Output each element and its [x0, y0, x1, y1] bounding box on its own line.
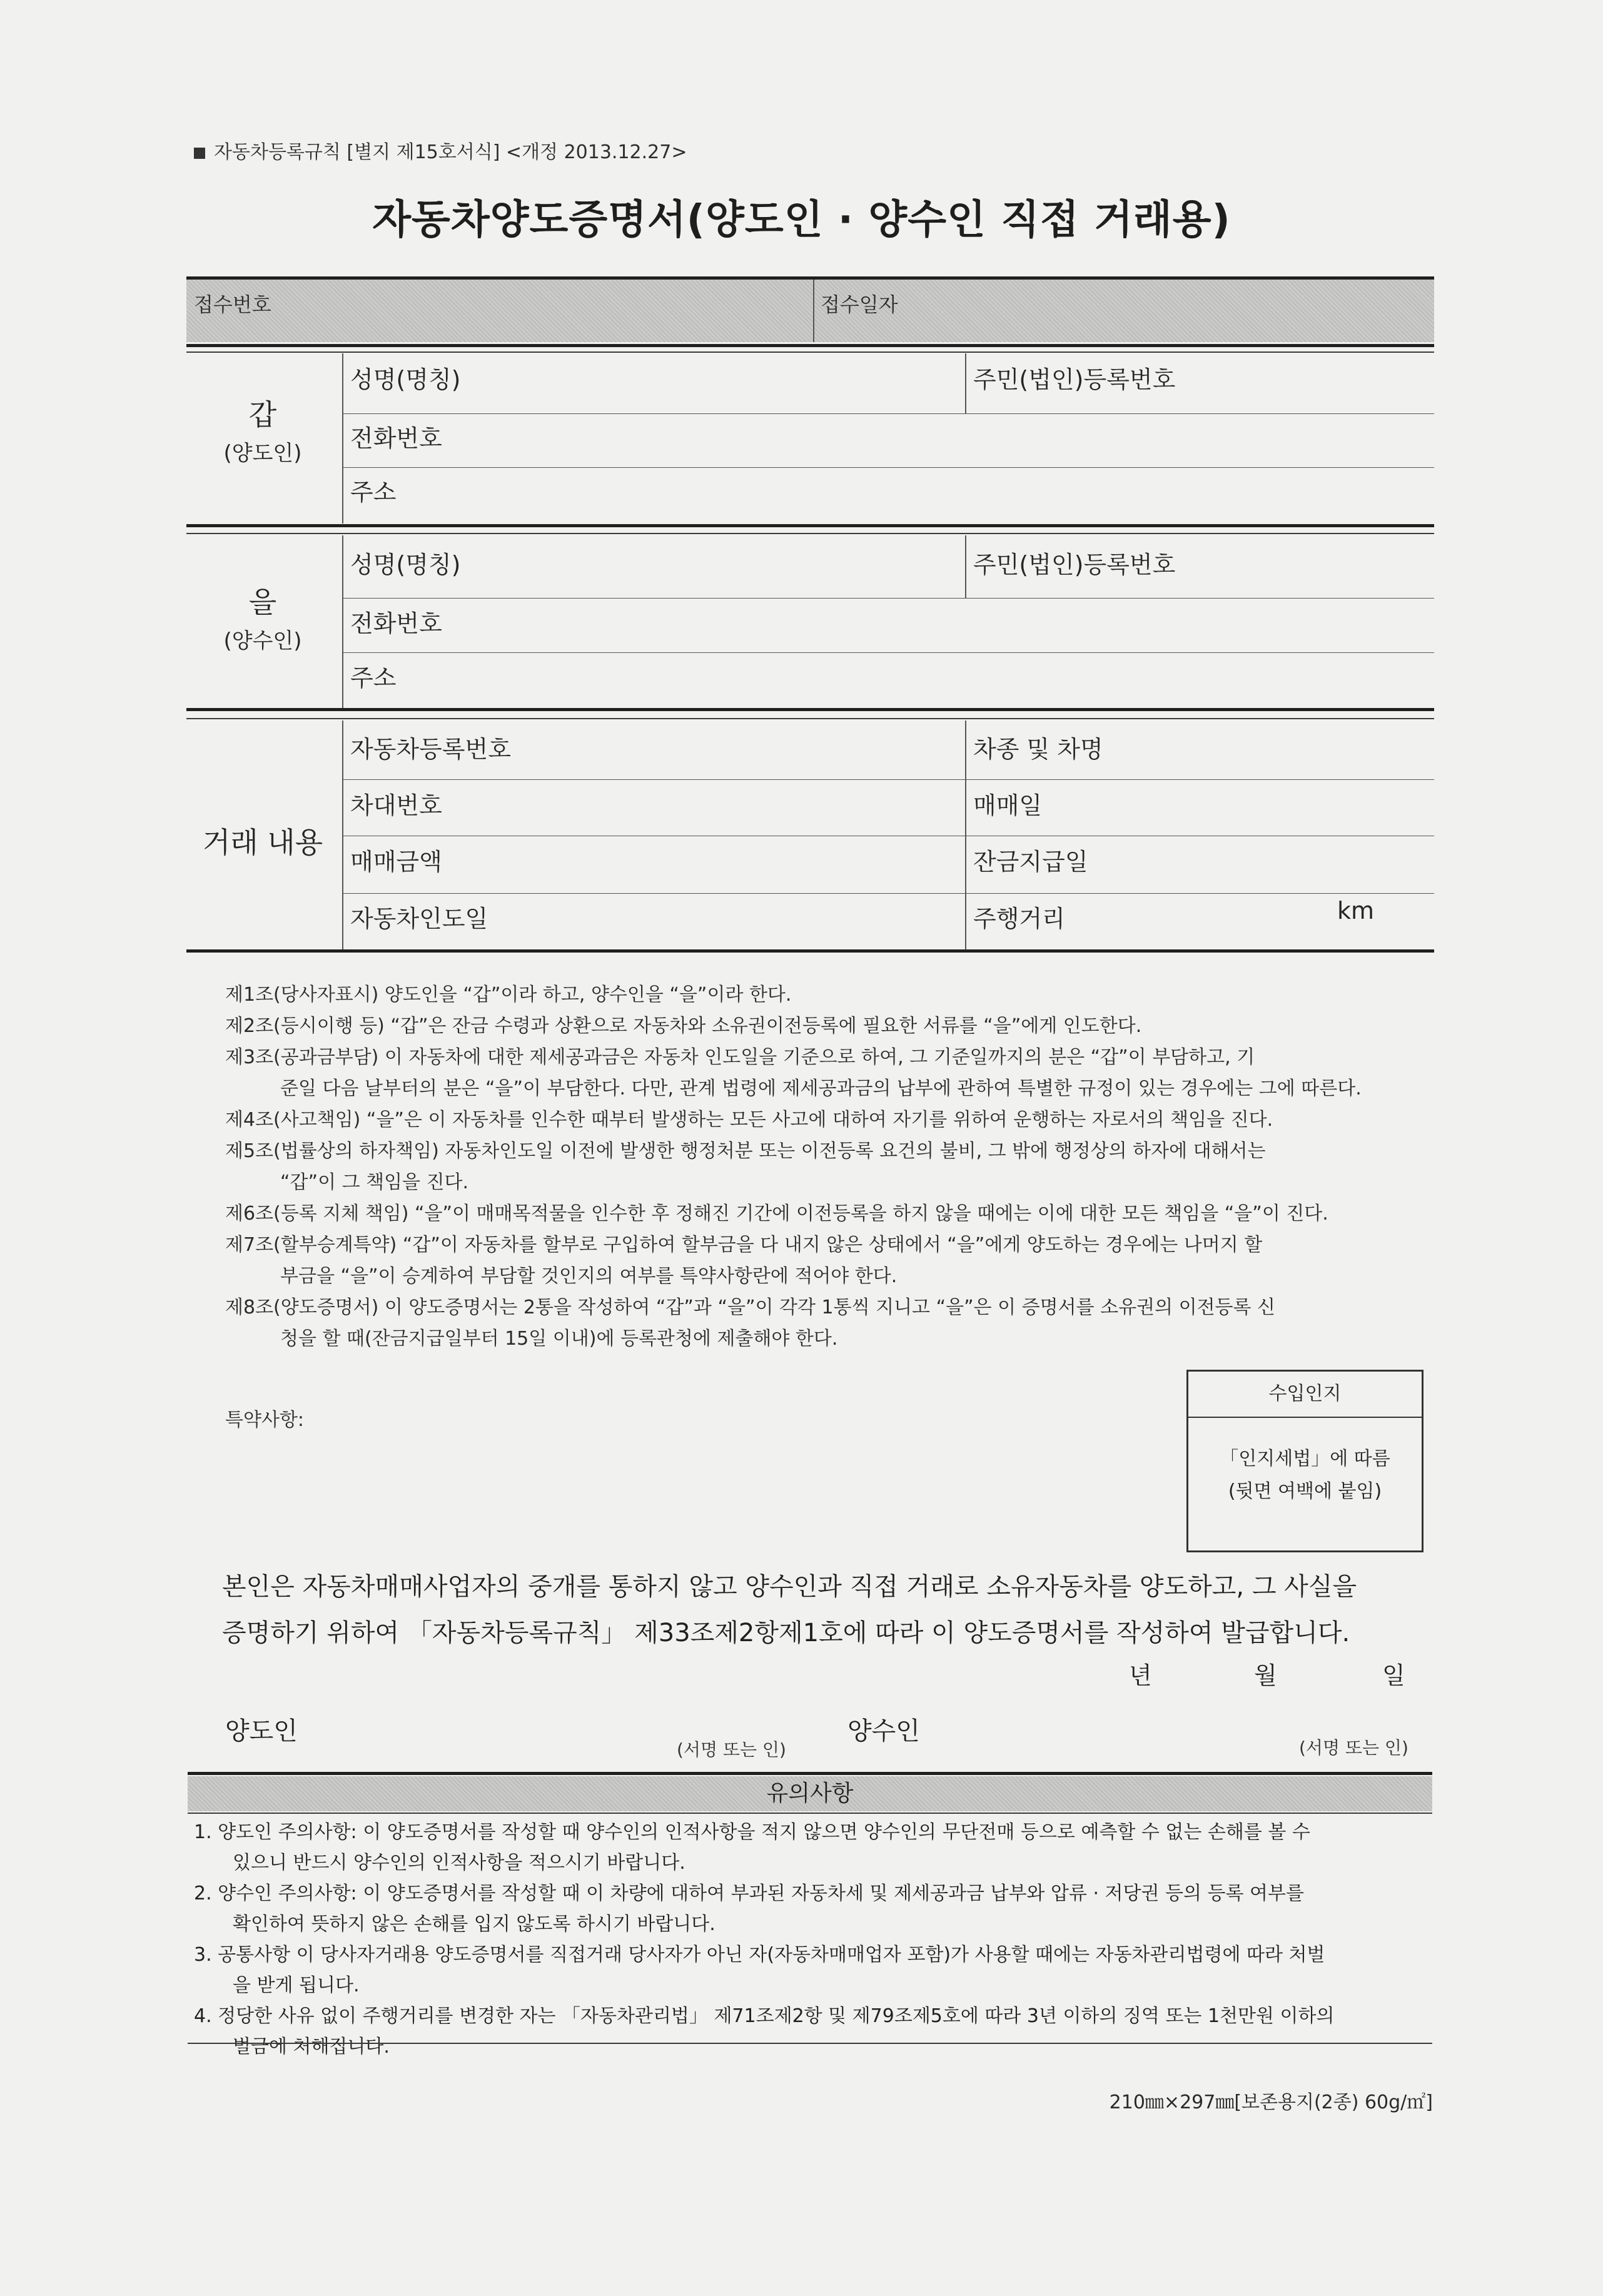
list-item — [194, 1817, 1435, 1878]
transferor-title: 갑 — [248, 398, 277, 432]
terms-block — [225, 979, 1432, 1355]
note-line: 1. 양도인 주의사항: 이 양도증명서를 작성할 때 양수인의 인적사항을 적지 않으면 양수인의 무단전매 등으로 예측할 수 없는 손해를 볼 수 — [194, 1821, 1310, 1843]
term-article — [225, 1105, 1432, 1136]
transferee-divider — [342, 535, 343, 708]
term-line-continued: “갑”이 그 책임을 진다. — [280, 1171, 469, 1193]
note-line-continued: 확인하여 뜻하지 않은 손해를 입지 않도록 하시기 바랍니다. — [233, 1913, 716, 1935]
term-article — [225, 1198, 1432, 1230]
term-line: 제6조(등록 지체 책임) “을”이 매매목적물을 인수한 후 정해진 기간에 이전등록을 하지 않을 때에는 이에 대한 모든 책임을 “을”이 진다. — [225, 1203, 1328, 1225]
delivery-date-label: 자동차인도일 — [350, 905, 488, 933]
receipt-date-label: 접수일자 — [821, 293, 898, 316]
transferor-id-divider — [965, 353, 966, 413]
receipt-number-label: 접수번호 — [194, 293, 271, 316]
term-line-continued: 청을 할 때(잔금지급일부터 15일 이내)에 등록관청에 제출해야 한다. — [280, 1328, 838, 1350]
receipt-row — [186, 280, 1434, 342]
vehicle-model-label: 차종 및 차명 — [973, 736, 1103, 763]
transferor-subtitle: (양도인) — [223, 441, 302, 467]
term-article — [225, 1042, 1432, 1105]
row-rule — [342, 598, 1434, 599]
statement-line: 증명하기 위하여 「자동차등록규칙」 제33조제2항제1호에 따라 이 양도증명서를 작성하여 발급합니다. — [222, 1619, 1350, 1647]
note-line-continued: 을 받게 됩니다. — [233, 1975, 360, 1996]
term-line-continued: 부금을 “을”이 승계하여 부담할 것인지의 여부를 특약사항란에 적어야 한다. — [280, 1265, 898, 1287]
sale-price-label: 매매금액 — [350, 848, 442, 876]
balance-date-label: 잔금지급일 — [973, 848, 1088, 876]
transferor-phone-label: 전화번호 — [350, 425, 442, 452]
transaction-section-title: 거래 내용 — [202, 826, 323, 859]
form-reference-text: 자동차등록규칙 [별지 제15호서식] <개정 2013.12.27> — [214, 141, 687, 163]
notes-title-rule — [188, 1813, 1432, 1814]
term-line: 제3조(공과금부담) 이 자동차에 대한 제세공과금은 자동차 인도일을 기준으로 하여, 그 기준일까지의 분은 “갑”이 부담하고, 기 — [225, 1046, 1255, 1068]
vin-label: 차대번호 — [350, 792, 442, 819]
sale-date-label: 매매일 — [973, 792, 1043, 819]
term-line: 제7조(할부승계특약) “갑”이 자동차를 할부로 구입하여 할부금을 다 내지 않은 상태에서 “을”에게 양도하는 경우에는 나머지 할 — [225, 1234, 1263, 1256]
statement-line: 본인은 자동차매매사업자의 중개를 통하지 않고 양수인과 직접 거래로 소유자동차를 양도하고, 그 사실을 — [222, 1572, 1357, 1601]
revenue-stamp-line: 「인지세법」에 따름 — [1220, 1448, 1390, 1470]
transferee-section-title — [188, 580, 338, 658]
term-article — [225, 1230, 1432, 1292]
list-item — [194, 2001, 1435, 2062]
receipt-divider — [813, 280, 814, 342]
row-rule — [342, 467, 1434, 468]
transferee-id-label: 주민(법인)등록번호 — [973, 551, 1176, 579]
term-line: 제1조(당사자표시) 양도인을 “갑”이라 하고, 양수인을 “을”이라 한다. — [225, 984, 792, 1006]
list-item — [194, 1939, 1435, 2001]
registration-number-label: 자동차등록번호 — [350, 736, 511, 763]
receipt-bottom-rule — [186, 344, 1434, 347]
paper-spec-footer: 210㎜×297㎜[보존용지(2종) 60g/㎡] — [1109, 2091, 1433, 2113]
note-line: 4. 정당한 사유 없이 주행거리를 변경한 자는 「자동차관리법」 제71조제2항 및 제79조제5호에 따라 3년 이하의 징역 또는 1천만원 이하의 — [194, 2005, 1335, 2027]
term-article — [225, 1011, 1432, 1042]
transferor-signature-label: 양도인 — [225, 1717, 298, 1746]
transferee-name-label: 성명(명칭) — [350, 551, 461, 579]
term-article — [225, 979, 1432, 1011]
form-reference-note — [194, 136, 687, 164]
transferor-divider — [342, 353, 343, 523]
note-line: 3. 공통사항 이 당사자거래용 양도증명서를 직접거래 당사자가 아닌 자(자동차매매업자 포함)가 사용할 때에는 자동차관리법령에 따라 처벌 — [194, 1944, 1325, 1966]
list-item — [194, 1878, 1435, 1939]
mileage-unit: km — [1337, 897, 1375, 924]
transferee-id-divider — [965, 535, 966, 598]
receipt-bottom-rule-2 — [186, 351, 1434, 353]
transferor-section-title — [188, 393, 338, 470]
notes-list — [194, 1817, 1435, 2062]
revenue-stamp-body — [1188, 1418, 1422, 1508]
date-year-label: 년 — [1129, 1662, 1152, 1689]
transferee-title: 을 — [248, 585, 277, 619]
notes-top-rule — [188, 1772, 1432, 1775]
transferee-signature-label: 양수인 — [847, 1717, 920, 1746]
document-title: 자동차양도증명서(양도인 · 양수인 직접 거래용) — [372, 197, 1231, 243]
notes-title: 유의사항 — [188, 1776, 1432, 1811]
note-line-continued: 벌금에 처해집니다. — [233, 2036, 390, 2058]
transferee-address-label: 주소 — [350, 664, 397, 692]
revenue-stamp-line: (뒷면 여백에 붙임) — [1228, 1480, 1382, 1502]
term-line: 제5조(법률상의 하자책임) 자동차인도일 이전에 발생한 행정처분 또는 이전등록 요건의 불비, 그 밖에 행정상의 하자에 대해서는 — [225, 1140, 1266, 1162]
transferee-bottom-rule — [186, 708, 1434, 711]
term-line: 제4조(사고책임) “을”은 이 자동차를 인수한 때부터 발생하는 모든 사고에 대하여 자기를 위하여 운행하는 자로서의 책임을 진다. — [225, 1109, 1273, 1131]
note-line: 2. 양수인 주의사항: 이 양도증명서를 작성할 때 이 차량에 대하여 부과된 자동차세 및 제세공과금 납부와 압류 · 저당권 등의 등록 여부를 — [194, 1883, 1304, 1904]
certification-statement — [222, 1564, 1442, 1656]
special-terms-label: 특약사항: — [225, 1409, 305, 1431]
row-rule — [342, 413, 1434, 414]
date-day-label: 일 — [1382, 1662, 1405, 1689]
revenue-stamp-title: 수입인지 — [1188, 1372, 1422, 1418]
square-bullet-icon — [194, 148, 205, 159]
row-rule — [342, 652, 1434, 653]
row-rule — [342, 893, 1434, 894]
transferor-bottom-rule-2 — [186, 533, 1434, 534]
table-bottom-rule — [186, 949, 1434, 953]
revenue-stamp-box — [1186, 1370, 1423, 1552]
transferor-signature-note: (서명 또는 인) — [677, 1739, 786, 1760]
term-article — [225, 1292, 1432, 1355]
transferee-signature-note: (서명 또는 인) — [1299, 1737, 1408, 1758]
term-line: 제2조(등시이행 등) “갑”은 잔금 수령과 상환으로 자동차와 소유권이전등록에 필요한 서류를 “을”에게 인도한다. — [225, 1015, 1142, 1037]
transferee-bottom-rule-2 — [186, 718, 1434, 719]
term-article — [225, 1136, 1432, 1198]
note-line-continued: 있으니 반드시 양수인의 인적사항을 적으시기 바랍니다. — [233, 1852, 685, 1874]
transferor-name-label: 성명(명칭) — [350, 366, 461, 393]
transferee-subtitle: (양수인) — [223, 629, 302, 654]
mileage-label: 주행거리 — [973, 905, 1065, 933]
notes-bottom-rule — [188, 2043, 1432, 2044]
date-month-label: 월 — [1254, 1662, 1277, 1689]
transferor-bottom-rule — [186, 524, 1434, 527]
transferee-phone-label: 전화번호 — [350, 610, 442, 637]
transferor-address-label: 주소 — [350, 478, 397, 506]
term-line: 제8조(양도증명서) 이 양도증명서는 2통을 작성하여 “갑”과 “을”이 각각 1통씩 지니고 “을”은 이 증명서를 소유권의 이전등록 신 — [225, 1297, 1276, 1318]
transferor-id-label: 주민(법인)등록번호 — [973, 366, 1176, 393]
term-line-continued: 준일 다음 날부터의 분은 “을”이 부담한다. 다만, 관계 법령에 제세공과금의 납부에 관하여 특별한 규정이 있는 경우에는 그에 따른다. — [280, 1078, 1362, 1100]
row-rule — [342, 779, 1434, 780]
